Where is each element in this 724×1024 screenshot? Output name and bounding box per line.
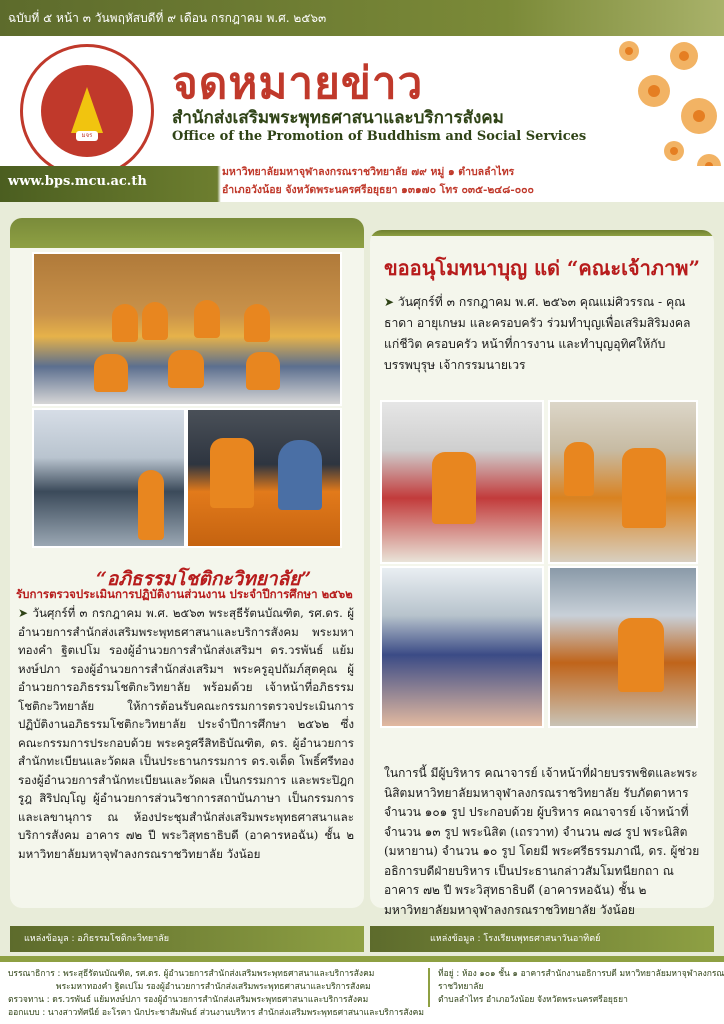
credits-editor-2: พระมหาทองคำ ฐิตเปโม รองผู้อำนวยการสำนักส่งเสริมพระพุทธศาสนาและบริการสังคม: [56, 982, 371, 992]
website-link[interactable]: www.bps.mcu.ac.th: [8, 174, 147, 189]
left-article-text: วันศุกร์ที่ ๓ กรกฎาคม พ.ศ. ๒๕๖๓ พระสุธีรัตนบัณฑิต, รศ.ดร. ผู้อำนวยการสำนักส่งเสริมพระพุทธศาสนาและบริการสังคม พระมหาทองคำ ฐิตเปโม รองผู้อำนวยการสำนักส่งเสริมฯ ดร.วรพันธ์ แย้มหงษ์ปภา รองผู้อำนวยการสำนักส่งเสริมฯ พระครูอุปถัมภ์สุตคุณ ผู้อำนวยการอภิธรรมโชติกะวิทยาลัย พร้อมด้วย เจ้าหน้าที่อภิธรรมโชติกะวิทยาลัย ให้การต้อนรับคณะกรรมการตรวจประเมินการปฏิบัติงานอภิธรรมโชติกะวิทยาลัย ประจำปีการศึกษา ๒๕๖๒ ซึ่งคณะกรรมการประกอบด้วย พระครูศรีสิทธิบัณฑิต, ดร. ผู้อำนวยการสำนักทะเบียนและวัดผล เป็นประธานกรรมการ ดร.จเด็ด โพธิ์ศรีทอง รองผู้อำนวยการสำนักทะเบียนและวัดผล เป็นกรรมการ และพระปิฎกรูฎ สิริปญฺโญ ผู้อำนวยการส่วนวิชาการสถาบันภาษา เป็นกรรมการและเลขานุการ ณ ห้องประชุมสำนักส่งเสริมพระพุทธศาสนาและบริการสังคม อาคาร ๗๒ ปี พระวิสุทธาธิบดี (อาคารหอฉัน) ชั้น ๒ มหาวิทยาลัยมหาจุฬาลงกรณราชวิทยาลัย วังน้อย: [18, 606, 354, 861]
merit-photo-3: [380, 566, 544, 728]
newsletter-title: จดหมายข่าว: [172, 58, 424, 109]
contact-line-2: ตำบลลำไทร อำเภอวังน้อย จังหวัดพระนครศรีอยุธยา: [438, 995, 628, 1005]
right-article-body: ในการนี้ มีผู้บริหาร คณาจารย์ เจ้าหน้าที่ฝ่ายบรรพชิตและพระนิสิตมหาวิทยาลัยมหาจุฬาลงกรณราชวิทยาลัย รับภัตตาหาร จำนวน ๑๐๑ รูป ประกอบด้วย ผู้บริหาร คณาจารย์ เจ้าหน้าที่ จำนวน ๑๓ รูป พระนิสิต (เถรวาท) จำนวน ๗๘ รูป พระนิสิต (มหายาน) จำนวน ๑๐ รูป โดยมี พระศรีธรรมภาณี, ดร. ผู้ช่วยอธิการบดีฝ่ายบริหาร เป็นประธานกล่าวสัมโมทนียกถา ณ อาคาร ๗๒ ปี พระวิสุทธาธิบดี (อาคารหอฉัน) ชั้น ๒ มหาวิทยาลัยมหาจุฬาลงกรณราชวิทยาลัย วังน้อย: [384, 766, 700, 917]
bullet-arrow-icon: ➤: [18, 606, 33, 620]
group-photo-monks: [32, 252, 342, 406]
issue-bar: [0, 0, 724, 36]
left-source: แหล่งข้อมูล : อภิธรรมโชติกะวิทยาลัย: [10, 926, 364, 952]
merit-photo-2: [548, 400, 698, 564]
contact-line-1: ที่อยู่ : ห้อง ๑๐๑ ชั้น ๑ อาคารสำนักงานอธิการบดี มหาวิทยาลัยมหาจุฬาลงกรณราชวิทยาลัย: [438, 969, 724, 992]
right-article-title: ขออนุโมทนาบุญ แด่ “คณะเจ้าภาพ”: [384, 256, 700, 280]
right-source: แหล่งข้อมูล : โรงเรียนพุทธศาสนาวันอาทิตย์: [370, 926, 714, 952]
address-line-1: มหาวิทยาลัยมหาจุฬาลงกรณราชวิทยาลัย ๗๙ หมู่ ๑ ตำบลลำไทร: [222, 166, 515, 178]
contact: [428, 968, 724, 1007]
meeting-room-photo: [32, 408, 186, 548]
footer: [0, 962, 724, 1024]
merit-photo-1: [380, 400, 544, 564]
org-name-thai: สำนักส่งเสริมพระพุทธศาสนาและบริการสังคม: [172, 108, 504, 128]
address-line-2: อำเภอวังน้อย จังหวัดพระนครศรีอยุธยา ๑๓๑๗๐ โทร ๐๓๕-๒๔๘-๐๐๐: [222, 184, 534, 196]
right-article-intro: [384, 292, 704, 376]
credits: [8, 968, 428, 1020]
evaluation-meeting-photo: [186, 408, 342, 548]
address: [222, 163, 534, 199]
credits-reviewer: ตรวจทาน : ดร.วรพันธ์ แย้มหงษ์ปภา รองผู้อำนวยการสำนักส่งเสริมพระพุทธศาสนาและบริการสังคม: [8, 995, 369, 1005]
bullet-arrow-icon: ➤: [384, 295, 398, 309]
right-article-intro-text: วันศุกร์ที่ ๓ กรกฎาคม พ.ศ. ๒๕๖๓ คุณแม่ศิวรรณ - คุณธาดา อายุเกษม และครอบครัว ร่วมทำบุญเพื่อเสริมสิริมงคลแก่ชีวิต ครอบครัว หน้าที่การงาน และทำบุญอุทิศให้กับบรรพบุรุษ เจ้ากรรมนายเวร: [384, 295, 691, 372]
university-seal-logo: มจร: [20, 44, 154, 178]
merit-photo-4: [548, 566, 698, 728]
issue-text: ฉบับที่ ๕ หน้า ๓ วันพฤหัสบดีที่ ๙ เดือน กรกฎาคม พ.ศ. ๒๕๖๓: [8, 11, 327, 25]
left-article-subtitle: รับการตรวจประเมินการปฏิบัติงานส่วนงาน ประจำปีการศึกษา ๒๕๖๒: [16, 587, 353, 601]
left-article-body: [18, 604, 354, 863]
org-name-english: Office of the Promotion of Buddhism and Social Services: [172, 129, 587, 144]
left-article-title: “อภิธรรมโชติกะวิทยาลัย”: [96, 568, 312, 590]
credits-designer: ออกแบบ : นางสาวทัศนีย์ อะโรคา นักประชาสัมพันธ์ ส่วนงานบริหาร สำนักส่งเสริมพระพุทธศาสนาและบริการสังคม: [8, 1008, 424, 1018]
credits-editor: บรรณาธิการ : พระสุธีรัตนบัณฑิต, รศ.ดร. ผู้อำนวยการสำนักส่งเสริมพระพุทธศาสนาและบริการสังคม: [8, 969, 375, 979]
